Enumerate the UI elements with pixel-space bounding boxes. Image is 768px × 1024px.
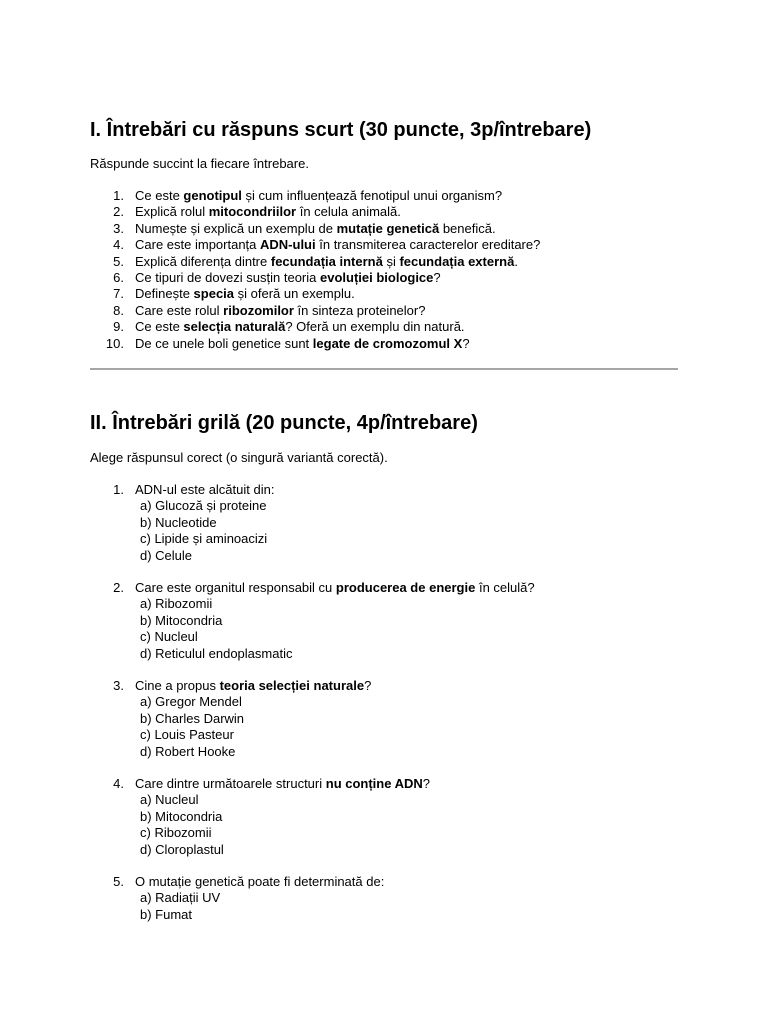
list-item: 10. De ce unele boli genetice sunt legate de cromozomul X? (105, 335, 470, 351)
answer-option: c) Nucleul (140, 629, 198, 645)
question-stem: 2. Care este organitul responsabil cu producerea de energie în celulă? (113, 580, 535, 595)
list-item: 7. Definește specia și oferă un exemplu. (113, 286, 355, 302)
answer-option: d) Celule (140, 547, 193, 563)
section1-instruction: Răspunde succint la fiecare întrebare. (90, 156, 309, 171)
answer-option: b) Mitocondria (140, 808, 223, 824)
answer-option: a) Glucoză și proteine (140, 498, 267, 514)
list-item: 4. Care este importanța ADN-ului în transmiterea caracterelor ereditare? (113, 237, 541, 253)
mc-question-2 (90, 580, 650, 662)
list-item: 3. Numește și explică un exemplu de mutație genetică benefică. (113, 220, 496, 236)
answer-option: b) Fumat (140, 906, 193, 922)
answer-option: d) Robert Hooke (140, 743, 236, 759)
list-item: 9. Ce este selecția naturală? Oferă un exemplu din natură. (113, 319, 465, 335)
answer-option: c) Louis Pasteur (140, 727, 234, 743)
section1-title: I. Întrebări cu răspuns scurt (30 puncte, 3p/întrebare) (90, 119, 592, 141)
list-item: 5. Explică diferența dintre fecundația internă și fecundația externă. (113, 253, 518, 269)
question-stem: 5. O mutație genetică poate fi determinată de: (113, 874, 385, 889)
section2-title: II. Întrebări grilă (20 puncte, 4p/întrebare) (90, 412, 478, 434)
section2-instruction: Alege răspunsul corect (o singură variantă corectă). (90, 450, 388, 465)
answer-option: b) Mitocondria (140, 612, 223, 628)
mc-question-3 (90, 678, 650, 760)
answer-option: b) Nucleotide (140, 514, 217, 530)
answer-option: a) Radiații UV (140, 890, 221, 906)
short-answer-list (90, 188, 540, 352)
question-stem: 3. Cine a propus teoria selecției naturale? (113, 678, 372, 693)
question-stem: 1. ADN-ul este alcătuit din: (113, 482, 275, 497)
answer-option: a) Gregor Mendel (140, 694, 242, 710)
answer-option: a) Ribozomii (140, 596, 213, 612)
answer-option: b) Charles Darwin (140, 710, 245, 726)
answer-option: a) Nucleul (140, 792, 199, 808)
answer-option: d) Cloroplastul (140, 841, 224, 857)
list-item: 1. Ce este genotipul și cum influențează fenotipul unui organism? (113, 188, 503, 203)
mc-question-5 (90, 874, 650, 923)
mc-question-1 (90, 482, 650, 564)
list-item: 6. Ce tipuri de dovezi susțin teoria evoluției biologice? (113, 270, 441, 286)
mc-question-4 (90, 776, 650, 858)
answer-option: c) Ribozomii (140, 825, 212, 841)
answer-option: c) Lipide și aminoacizi (140, 531, 268, 547)
list-item: 8. Care este rolul ribozomilor în sinteza proteinelor? (113, 302, 426, 318)
section-divider (90, 368, 678, 370)
list-item: 2. Explică rolul mitocondriilor în celula animală. (113, 204, 401, 220)
question-stem: 4. Care dintre următoarele structuri nu conține ADN? (113, 776, 430, 791)
answer-option: d) Reticulul endoplasmatic (140, 645, 293, 661)
